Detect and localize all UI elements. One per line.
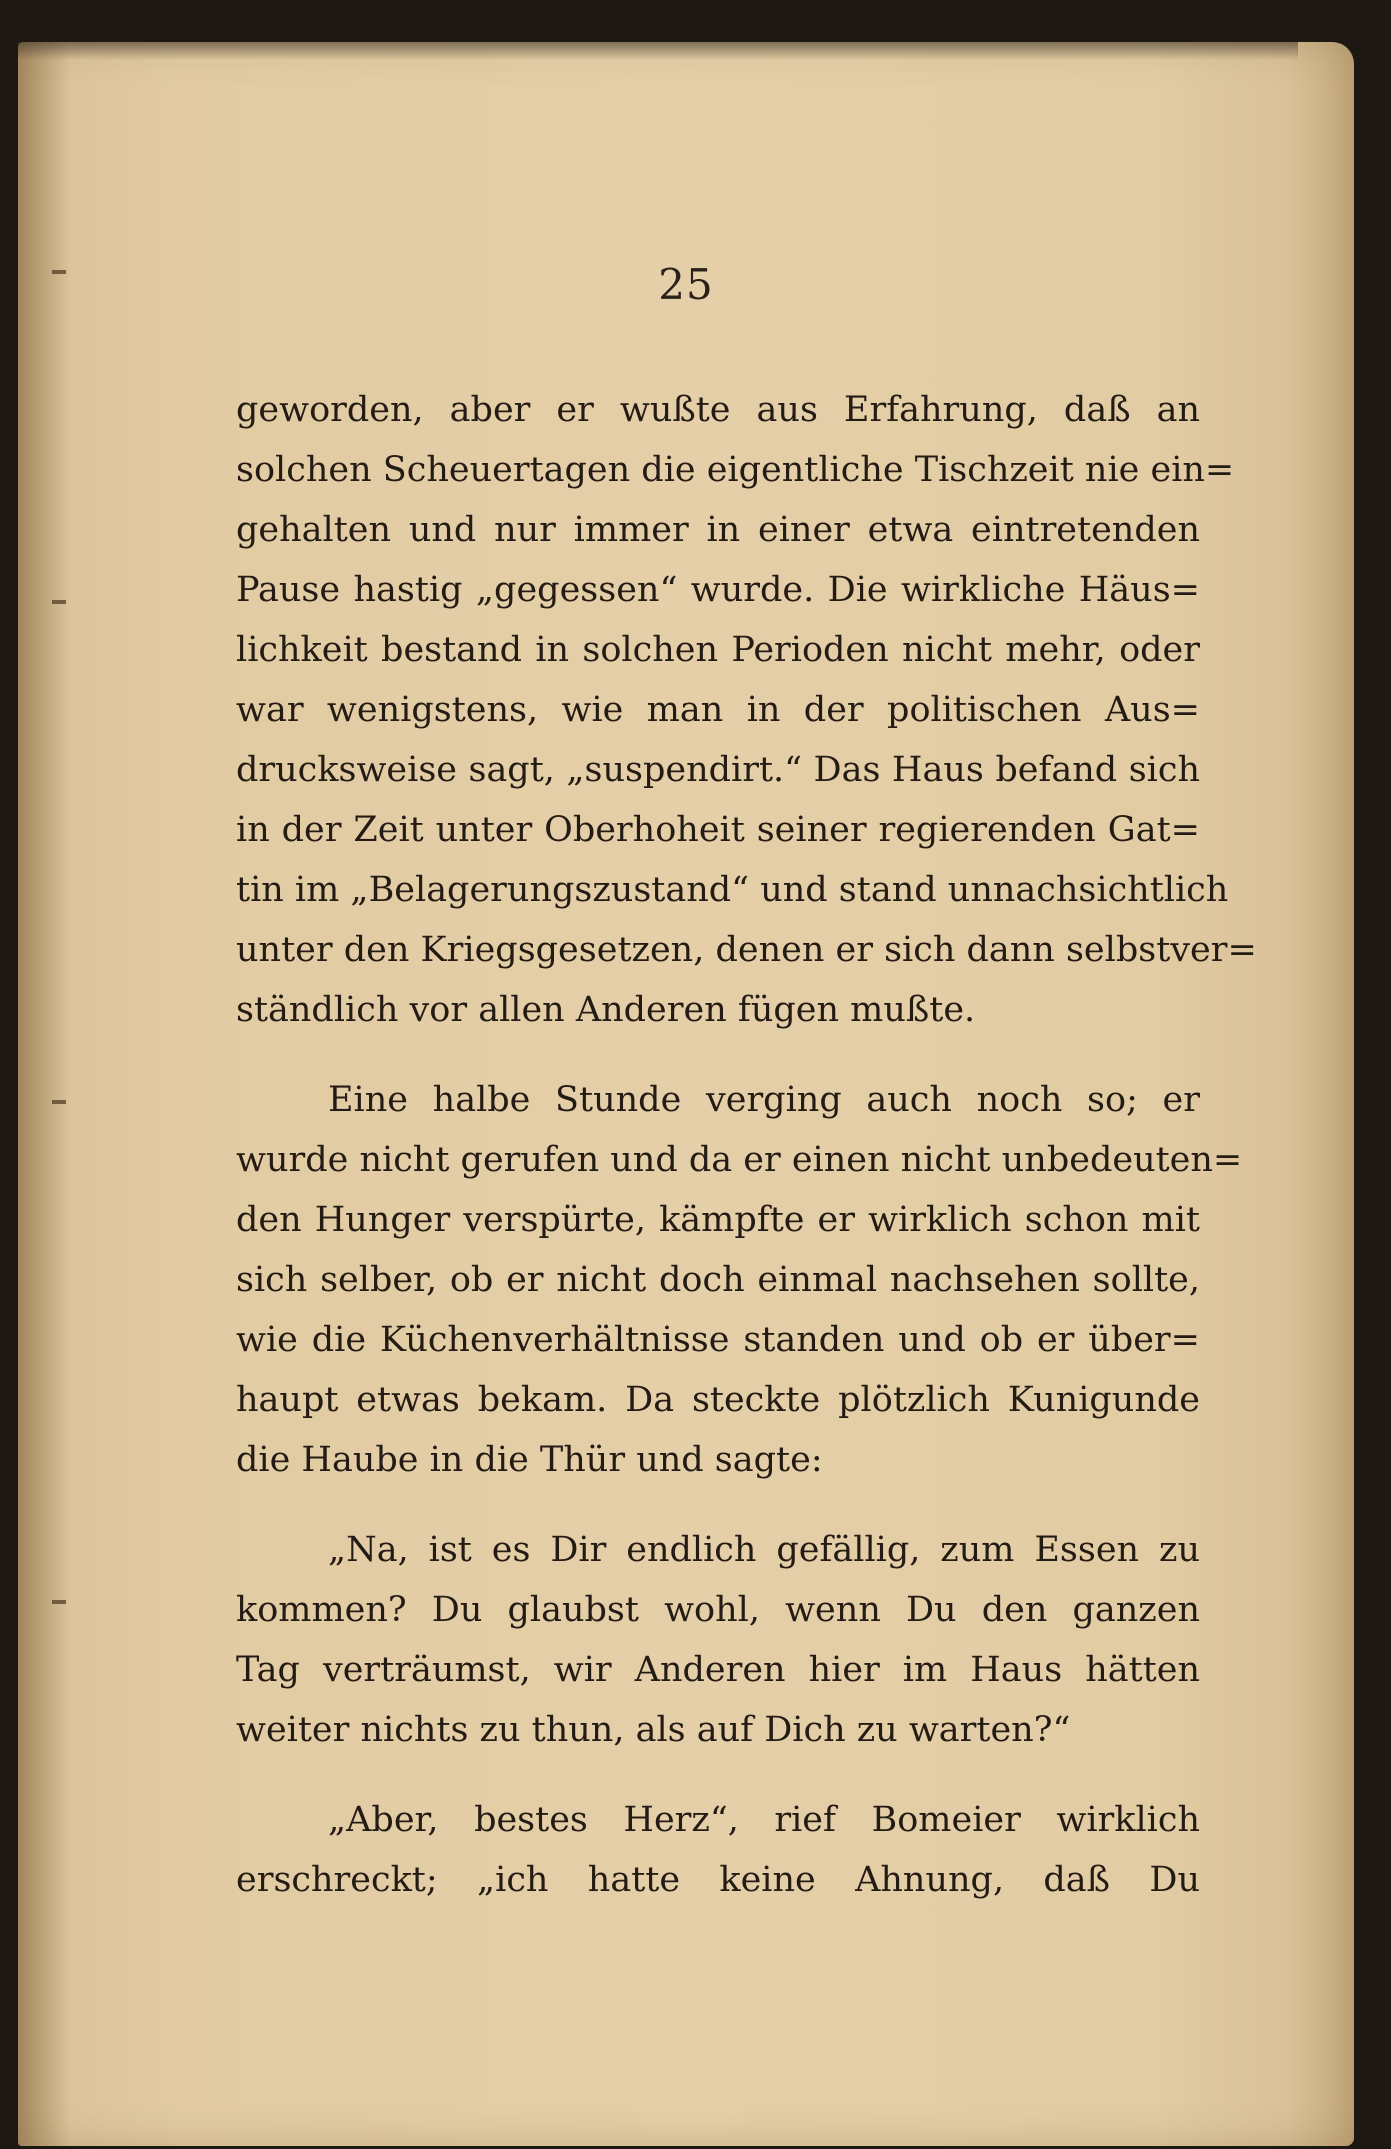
text-line: sich selber, ob er nicht doch einmal nachsehen sollte, xyxy=(236,1260,1200,1300)
text-line: wurde nicht gerufen und da er einen nicht unbedeuten= xyxy=(236,1140,1243,1180)
text-line: wie die Küchenverhältnisse standen und ob er über= xyxy=(236,1320,1200,1360)
text-line: tin im „Belagerungszustand“ und stand unnachsichtlich xyxy=(236,870,1229,910)
text-line: war wenigstens, wie man in der politischen Aus= xyxy=(236,690,1200,730)
paragraph xyxy=(236,1070,1243,1490)
paper-page xyxy=(18,42,1354,2146)
text-line: gehalten und nur immer in einer etwa eintretenden xyxy=(236,510,1200,550)
page-number: 25 xyxy=(658,260,714,309)
margin-mark xyxy=(52,1600,66,1604)
margin-mark xyxy=(52,1100,66,1104)
text-line: kommen? Du glaubst wohl, wenn Du den ganzen xyxy=(236,1590,1200,1630)
body-text xyxy=(236,380,1257,1910)
text-line: unter den Kriegsgesetzen, denen er sich dann selbstver= xyxy=(236,930,1257,970)
paragraph xyxy=(236,1790,1200,1910)
paragraph xyxy=(236,1520,1200,1760)
text-line: „Na, ist es Dir endlich gefällig, zum Essen zu xyxy=(328,1530,1200,1570)
text-line: lichkeit bestand in solchen Perioden nicht mehr, oder xyxy=(236,630,1200,670)
text-line: ständlich vor allen Anderen fügen mußte. xyxy=(236,990,976,1030)
text-line: Pause hastig „gegessen“ wurde. Die wirkliche Häus= xyxy=(236,570,1200,610)
paragraph xyxy=(236,380,1257,1040)
text-line: den Hunger verspürte, kämpfte er wirklich schon mit xyxy=(236,1200,1200,1240)
text-line: in der Zeit unter Oberhoheit seiner regierenden Gat= xyxy=(236,810,1200,850)
text-line: drucksweise sagt, „suspendirt.“ Das Haus befand sich xyxy=(236,750,1200,790)
text-line: geworden, aber er wußte aus Erfahrung, daß an xyxy=(236,390,1200,430)
text-line: Eine halbe Stunde verging auch noch so; er xyxy=(328,1080,1200,1120)
text-line: „Aber, bestes Herz“, rief Bomeier wirklich xyxy=(328,1800,1200,1840)
text-line: die Haube in die Thür und sagte: xyxy=(236,1440,823,1480)
text-line: Tag verträumst, wir Anderen hier im Haus hätten xyxy=(236,1650,1200,1690)
text-line: haupt etwas bekam. Da steckte plötzlich Kunigunde xyxy=(236,1380,1200,1420)
text-line: weiter nichts zu thun, als auf Dich zu warten?“ xyxy=(236,1710,1071,1750)
binding-shadow xyxy=(18,42,70,2146)
text-line: solchen Scheuertagen die eigentliche Tischzeit nie ein= xyxy=(236,450,1235,490)
text-line: erschreckt; „ich hatte keine Ahnung, daß Du xyxy=(236,1860,1200,1900)
margin-mark xyxy=(52,600,66,604)
top-edge-shadow xyxy=(18,42,1298,60)
